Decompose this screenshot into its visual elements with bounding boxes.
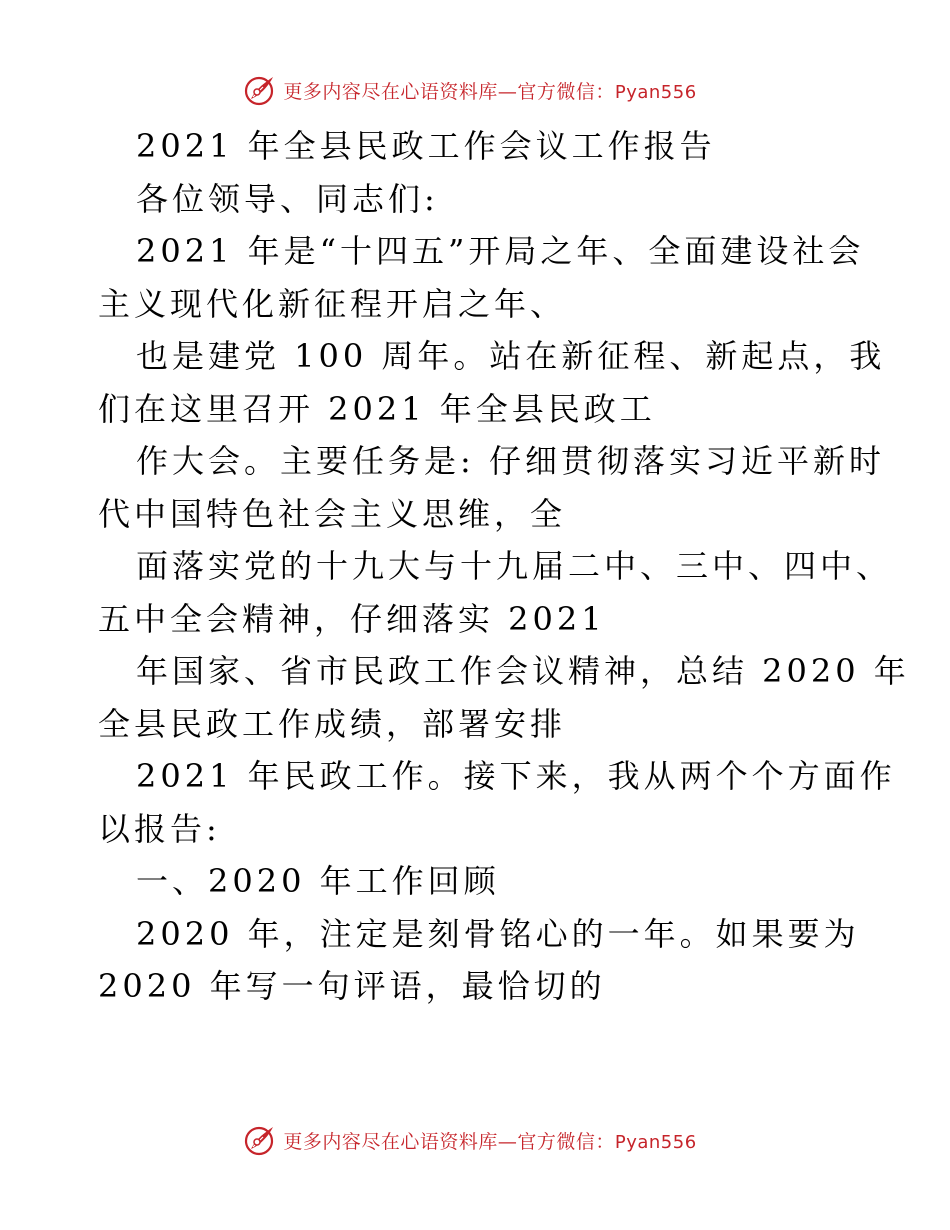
text-line: 主义现代化新征程开启之年、 [98, 284, 567, 323]
document-body [98, 120, 910, 1013]
text-line: 2021 年是“十四五”开局之年、全面建设社会 [136, 232, 865, 270]
text-line: 一、2020 年工作回顾 [136, 862, 500, 900]
watermark-footer [0, 1120, 950, 1160]
watermark-header [0, 70, 950, 110]
text-line: 2020 年，注定是刻骨铭心的一年。如果要为 [136, 914, 860, 953]
text-line: 年国家、省市民政工作会议精神，总结 2020 年 [136, 652, 910, 690]
text-line: 也是建党 100 周年。站在新征程、新起点，我 [136, 337, 886, 375]
watermark-brand: Pyan556 [614, 81, 697, 103]
quill-pen-logo-icon [243, 73, 277, 107]
text-line: 2021 年全县民政工作会议工作报告 [136, 127, 716, 165]
text-line: 面落实党的十九大与十九届二中、三中、四中、 [136, 547, 893, 585]
text-line: 作大会。主要任务是: 仔细贯彻落实习近平新时 [136, 442, 885, 480]
watermark-brand: Pyan556 [614, 1131, 697, 1153]
watermark-text: 更多内容尽在心语资料库—官方微信：Pyan556 [283, 80, 697, 103]
text-line: 代中国特色社会主义思维，全 [98, 494, 567, 533]
text-line: 全县民政工作成绩，部署安排 [98, 704, 567, 743]
text-line: 各位领导、同志们: [136, 179, 439, 218]
text-line: 以报告: [98, 809, 221, 848]
quill-pen-logo-icon [243, 1123, 277, 1157]
text-line: 2020 年写一句评语，最恰切的 [98, 967, 606, 1005]
watermark-text: 更多内容尽在心语资料库—官方微信：Pyan556 [283, 1130, 697, 1153]
text-line: 2021 年民政工作。接下来，我从两个个方面作 [136, 757, 896, 795]
text-line: 们在这里召开 2021 年全县民政工 [98, 389, 656, 428]
text-line: 五中全会精神，仔细落实 2021 [98, 599, 606, 638]
